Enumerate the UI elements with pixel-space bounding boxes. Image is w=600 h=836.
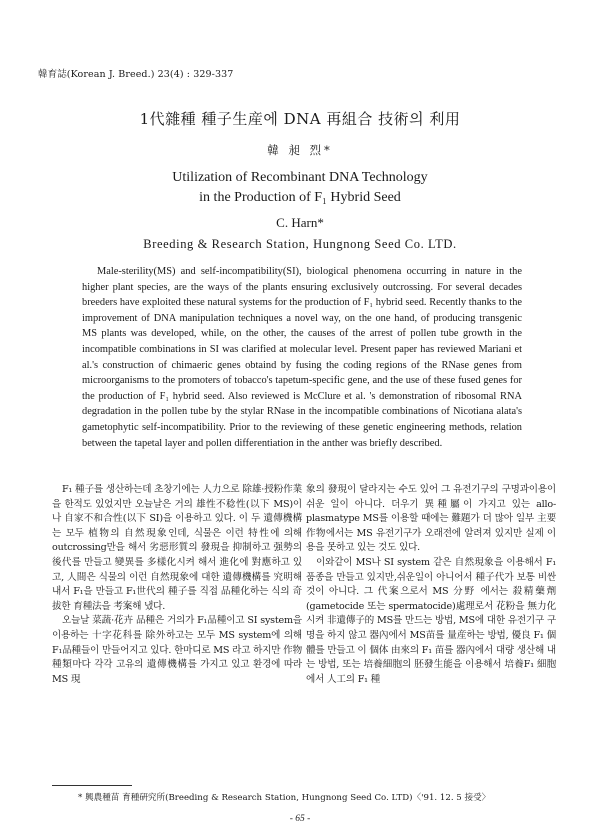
footnote: * 興農種苗 育種硏究所(Breeding & Research Station, Hungnong Seed Co. LTD)〈'91. 12. 5 接受〉 — [78, 793, 491, 803]
korean-author: 韓 昶 烈* — [267, 143, 333, 157]
page-number: - 65 - — [289, 814, 311, 824]
affiliation: Breeding & Research Station, Hungnong Seed Co. LTD. — [143, 237, 457, 251]
abstract-text: Male-sterility(MS) and self-incompatibility(SI), biological phenomena occurring in nature in the higher plant species, are the ways of the plants ensuring exclusively outcrossing. For several decades breeders have exploited these natural systems for the production of F₁ hybrid seed. Recently thanks to the improvement of DNA manipulation techniques a novel way, on the one hand, of producing transgenic MS plants was developed, while, on the other, the causes of the arrest of pollen tube growth in the incompatible combinations in SI was clarified at molecular level. Present paper has reviewed Mariani et al.'s construction of chimaeric genes obtaind by fusing the coding regions of the RNase genes from microorganisms to the promoters of tobacco's tapetum-specific gene, and the use of these fused genes for the production of F₁ hybrid seed. Also reviewed is McClure et al. 's demonstration of ribosomal RNA degradation in the pollen tube by the stylar RNase in the incompatible combinations of Nicotiana alata's gametophytic self-incompatibility. Prior to the reviewing of these genetic engineering methods, relation between the tapetal layer and pollen differentiation in the anther was briefly described. — [82, 266, 522, 449]
korean-title: 1代雜種 種子生産에 DNA 再組合 技術의 利用 — [139, 110, 461, 128]
body-paragraph: F₁ 種子를 생산하는데 초창기에는 人力으로 除雄·授粉作業을 한적도 있었지만 오늘날은 거의 雄性不稔性(以下 MS)이나 自家不和合性(以下 SI)을 이용하고 있다. 이 두 遺傳機構는 모두 植物의 自然現象인데, 식물은 이런 特性에 의해 outcrossing만을 해서 劣惡形質의 發現을 抑制하고 强勢의 後代를 만들고 變異를 多樣化시켜 해서 進化에 對應하고 있고, 人間은 식물의 이런 自然現象에 대한 遺傳機構를 究明해 내서 F₁을 만들고 F₁世代의 種子를 직접 品種化하는 식의 奇拔한 育種法을 考案해 냈다. — [52, 484, 302, 612]
journal-header: 韓育誌(Korean J. Breed.) 23(4) : 329-337 — [38, 69, 234, 80]
english-title — [0, 168, 600, 208]
body-paragraph: 象의 發現이 달라지는 수도 있어 그 유전기구의 구명과이용이 쉬운 일이 아니다. 더우기 異種屬이 가지고 있는 allo-plasmatype MS를 이용할 때에는 難題가 더 많아 일부 主要 作物에서는 MS 유전기구가 오래전에 알려져 있지만 실제 이용을 못하고 있는 것도 있다. — [306, 484, 556, 554]
english-title-line1: Utilization of Recombinant DNA Technology — [172, 170, 428, 185]
body-column-left — [52, 483, 302, 687]
footnote-divider — [52, 785, 132, 786]
body-paragraph: 이와같이 MS나 SI system 같은 自然現象을 이용해서 F₁품종을 만들고 있지만,쉬운일이 아니어서 種子代가 보통 비싼 것이 아니다. 그 代案으로서 MS 分野 에서는 殺精藥劑(gametocide 또는 spermatocide)處理로서 花粉을 無力化시켜 非遺傳子的 MS를 만드는 방법, MS에 대한 유전기구 구명을 하지 않고 器內에서 MS苗를 量産하는 방법, 優良 F₁ 個體를 만들고 이 個体 由來의 F₁ 苗를 器內에서 대량 생산해 내는 방법, 또는 培養細胞의 胚發生能을 이용해서 培養F₁ 細胞에서 人工의 F₁ 種 — [306, 556, 556, 685]
body-column-right — [306, 483, 556, 687]
english-author: C. Harn* — [276, 215, 324, 230]
abstract — [82, 264, 522, 451]
english-title-line2: in the Production of F₁ Hybrid Seed — [199, 190, 401, 205]
body-paragraph: 오늘날 菜蔬·花卉 品種은 거의가 F₁品種이고 SI system을 이용하는 十字花科를 除外하고는 모두 MS system에 의해 F₁品種들이 만들어지고 있다. 한마디로 MS 라고 하지만 作物 種類마다 각각 고유의 遺傳機構를 가지고 있고 환경에 따라 MS 現 — [52, 615, 302, 685]
